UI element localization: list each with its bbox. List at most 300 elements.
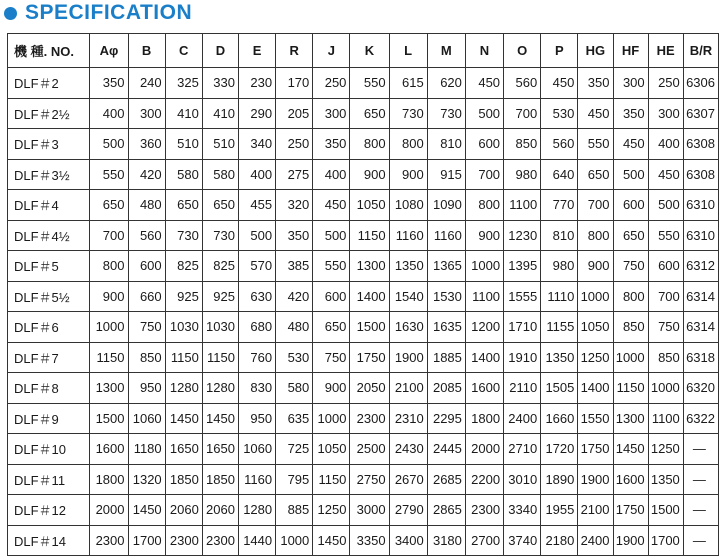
value-cell: 350 bbox=[276, 220, 313, 251]
value-cell: 300 bbox=[648, 98, 683, 129]
value-cell: 205 bbox=[276, 98, 313, 129]
bullet-icon bbox=[4, 7, 17, 20]
model-cell: DLF＃8 bbox=[8, 373, 90, 404]
value-cell: 600 bbox=[648, 251, 683, 282]
value-cell: 1450 bbox=[613, 434, 648, 465]
value-cell: 900 bbox=[389, 159, 427, 190]
value-cell: 500 bbox=[465, 98, 503, 129]
value-cell: 6307 bbox=[683, 98, 718, 129]
value-cell: 500 bbox=[90, 129, 128, 160]
model-cell: DLF＃12 bbox=[8, 495, 90, 526]
table-row bbox=[8, 68, 719, 99]
value-cell: 400 bbox=[313, 159, 350, 190]
value-cell: 1250 bbox=[313, 495, 350, 526]
column-header: J bbox=[313, 34, 350, 68]
value-cell: 1600 bbox=[90, 434, 128, 465]
value-cell: 1450 bbox=[165, 403, 202, 434]
value-cell: 1450 bbox=[128, 495, 165, 526]
value-cell: 300 bbox=[613, 68, 648, 99]
value-cell: 3000 bbox=[350, 495, 389, 526]
value-cell: 275 bbox=[276, 159, 313, 190]
value-cell: 1280 bbox=[202, 373, 238, 404]
value-cell: 1000 bbox=[313, 403, 350, 434]
table-row bbox=[8, 251, 719, 282]
value-cell: 600 bbox=[128, 251, 165, 282]
value-cell: 1500 bbox=[90, 403, 128, 434]
value-cell: 450 bbox=[648, 159, 683, 190]
table-row bbox=[8, 281, 719, 312]
value-cell: 6320 bbox=[683, 373, 718, 404]
value-cell: 1090 bbox=[427, 190, 465, 221]
value-cell: 1710 bbox=[504, 312, 541, 343]
value-cell: 1650 bbox=[165, 434, 202, 465]
value-cell: 2100 bbox=[578, 495, 613, 526]
value-cell: 2060 bbox=[165, 495, 202, 526]
value-cell: 700 bbox=[648, 281, 683, 312]
value-cell: 1150 bbox=[313, 464, 350, 495]
value-cell: 1300 bbox=[613, 403, 648, 434]
value-cell: 640 bbox=[541, 159, 578, 190]
value-cell: 1100 bbox=[504, 190, 541, 221]
value-cell: 1450 bbox=[202, 403, 238, 434]
model-cell: DLF＃7 bbox=[8, 342, 90, 373]
value-cell: 1050 bbox=[578, 312, 613, 343]
value-cell: 700 bbox=[465, 159, 503, 190]
value-cell: — bbox=[683, 464, 718, 495]
table-header bbox=[8, 34, 719, 68]
value-cell: 2000 bbox=[465, 434, 503, 465]
value-cell: 550 bbox=[313, 251, 350, 282]
value-cell: — bbox=[683, 525, 718, 556]
value-cell: 1150 bbox=[202, 342, 238, 373]
value-cell: 2710 bbox=[504, 434, 541, 465]
column-header: B bbox=[128, 34, 165, 68]
value-cell: 1000 bbox=[578, 281, 613, 312]
value-cell: 825 bbox=[165, 251, 202, 282]
value-cell: 830 bbox=[238, 373, 275, 404]
value-cell: 600 bbox=[313, 281, 350, 312]
value-cell: 650 bbox=[578, 159, 613, 190]
value-cell: 530 bbox=[276, 342, 313, 373]
value-cell: 825 bbox=[202, 251, 238, 282]
value-cell: 1350 bbox=[541, 342, 578, 373]
value-cell: 680 bbox=[238, 312, 275, 343]
value-cell: 650 bbox=[350, 98, 389, 129]
value-cell: 900 bbox=[90, 281, 128, 312]
value-cell: 1050 bbox=[313, 434, 350, 465]
value-cell: 1700 bbox=[648, 525, 683, 556]
value-cell: 980 bbox=[541, 251, 578, 282]
value-cell: 570 bbox=[238, 251, 275, 282]
value-cell: 580 bbox=[276, 373, 313, 404]
page-header bbox=[4, 0, 192, 26]
value-cell: 6306 bbox=[683, 68, 718, 99]
value-cell: 1280 bbox=[238, 495, 275, 526]
value-cell: 770 bbox=[541, 190, 578, 221]
value-cell: 800 bbox=[90, 251, 128, 282]
value-cell: 450 bbox=[613, 129, 648, 160]
column-header: O bbox=[504, 34, 541, 68]
value-cell: 1230 bbox=[504, 220, 541, 251]
value-cell: 925 bbox=[165, 281, 202, 312]
value-cell: 750 bbox=[613, 251, 648, 282]
value-cell: 2865 bbox=[427, 495, 465, 526]
value-cell: 730 bbox=[389, 98, 427, 129]
value-cell: 1850 bbox=[202, 464, 238, 495]
value-cell: 1300 bbox=[350, 251, 389, 282]
value-cell: 750 bbox=[313, 342, 350, 373]
value-cell: 630 bbox=[238, 281, 275, 312]
value-cell: 1350 bbox=[389, 251, 427, 282]
value-cell: 2060 bbox=[202, 495, 238, 526]
value-cell: 1000 bbox=[465, 251, 503, 282]
value-cell: 1000 bbox=[90, 312, 128, 343]
column-header: Aφ bbox=[90, 34, 128, 68]
value-cell: 2790 bbox=[389, 495, 427, 526]
value-cell: 1100 bbox=[648, 403, 683, 434]
table-row bbox=[8, 373, 719, 404]
value-cell: 510 bbox=[165, 129, 202, 160]
value-cell: 650 bbox=[90, 190, 128, 221]
model-cell: DLF＃14 bbox=[8, 525, 90, 556]
model-cell: DLF＃5½ bbox=[8, 281, 90, 312]
value-cell: 250 bbox=[313, 68, 350, 99]
value-cell: 2300 bbox=[165, 525, 202, 556]
value-cell: 2310 bbox=[389, 403, 427, 434]
value-cell: 800 bbox=[350, 129, 389, 160]
value-cell: 6314 bbox=[683, 312, 718, 343]
value-cell: 450 bbox=[313, 190, 350, 221]
value-cell: — bbox=[683, 434, 718, 465]
value-cell: 1080 bbox=[389, 190, 427, 221]
value-cell: 240 bbox=[128, 68, 165, 99]
value-cell: 900 bbox=[465, 220, 503, 251]
value-cell: 900 bbox=[578, 251, 613, 282]
column-header: B/R bbox=[683, 34, 718, 68]
value-cell: 1320 bbox=[128, 464, 165, 495]
value-cell: 450 bbox=[541, 68, 578, 99]
value-cell: 600 bbox=[465, 129, 503, 160]
table-row bbox=[8, 403, 719, 434]
value-cell: 2050 bbox=[350, 373, 389, 404]
value-cell: 400 bbox=[238, 159, 275, 190]
value-cell: 420 bbox=[128, 159, 165, 190]
model-cell: DLF＃3 bbox=[8, 129, 90, 160]
column-header: R bbox=[276, 34, 313, 68]
value-cell: 1160 bbox=[427, 220, 465, 251]
value-cell: 2500 bbox=[350, 434, 389, 465]
value-cell: 2685 bbox=[427, 464, 465, 495]
table-row bbox=[8, 98, 719, 129]
value-cell: 700 bbox=[90, 220, 128, 251]
value-cell: 700 bbox=[578, 190, 613, 221]
column-header: C bbox=[165, 34, 202, 68]
value-cell: 550 bbox=[350, 68, 389, 99]
value-cell: 2700 bbox=[465, 525, 503, 556]
table-row bbox=[8, 129, 719, 160]
value-cell: 2300 bbox=[90, 525, 128, 556]
value-cell: 925 bbox=[202, 281, 238, 312]
table-row bbox=[8, 495, 719, 526]
value-cell: 650 bbox=[202, 190, 238, 221]
value-cell: 795 bbox=[276, 464, 313, 495]
value-cell: 1160 bbox=[238, 464, 275, 495]
value-cell: 6310 bbox=[683, 220, 718, 251]
value-cell: 6308 bbox=[683, 129, 718, 160]
value-cell: 480 bbox=[276, 312, 313, 343]
value-cell: 1395 bbox=[504, 251, 541, 282]
model-cell: DLF＃11 bbox=[8, 464, 90, 495]
value-cell: 1635 bbox=[427, 312, 465, 343]
value-cell: 2110 bbox=[504, 373, 541, 404]
model-cell: DLF＃2½ bbox=[8, 98, 90, 129]
column-header: K bbox=[350, 34, 389, 68]
value-cell: 1400 bbox=[350, 281, 389, 312]
value-cell: 3340 bbox=[504, 495, 541, 526]
value-cell: 2000 bbox=[90, 495, 128, 526]
value-cell: 1150 bbox=[350, 220, 389, 251]
value-cell: 3740 bbox=[504, 525, 541, 556]
value-cell: 6308 bbox=[683, 159, 718, 190]
value-cell: 1650 bbox=[202, 434, 238, 465]
value-cell: 900 bbox=[350, 159, 389, 190]
value-cell: 1540 bbox=[389, 281, 427, 312]
value-cell: 1350 bbox=[648, 464, 683, 495]
value-cell: 1550 bbox=[578, 403, 613, 434]
value-cell: 1955 bbox=[541, 495, 578, 526]
value-cell: 1155 bbox=[541, 312, 578, 343]
value-cell: 400 bbox=[90, 98, 128, 129]
value-cell: 500 bbox=[313, 220, 350, 251]
value-cell: 250 bbox=[276, 129, 313, 160]
value-cell: 730 bbox=[202, 220, 238, 251]
value-cell: 1750 bbox=[350, 342, 389, 373]
header-row bbox=[8, 34, 719, 68]
value-cell: 1250 bbox=[648, 434, 683, 465]
value-cell: 980 bbox=[504, 159, 541, 190]
value-cell: 730 bbox=[165, 220, 202, 251]
column-header: L bbox=[389, 34, 427, 68]
value-cell: 420 bbox=[276, 281, 313, 312]
model-cell: DLF＃4½ bbox=[8, 220, 90, 251]
model-cell: DLF＃9 bbox=[8, 403, 90, 434]
value-cell: 6322 bbox=[683, 403, 718, 434]
value-cell: 1800 bbox=[90, 464, 128, 495]
value-cell: 300 bbox=[128, 98, 165, 129]
value-cell: 2430 bbox=[389, 434, 427, 465]
value-cell: 730 bbox=[427, 98, 465, 129]
value-cell: 700 bbox=[504, 98, 541, 129]
value-cell: 1000 bbox=[613, 342, 648, 373]
value-cell: 1750 bbox=[578, 434, 613, 465]
value-cell: 6310 bbox=[683, 190, 718, 221]
value-cell: 2400 bbox=[578, 525, 613, 556]
value-cell: 650 bbox=[313, 312, 350, 343]
table-row bbox=[8, 342, 719, 373]
value-cell: 635 bbox=[276, 403, 313, 434]
value-cell: 850 bbox=[648, 342, 683, 373]
value-cell: 1110 bbox=[541, 281, 578, 312]
value-cell: 580 bbox=[165, 159, 202, 190]
page-title: SPECIFICATION bbox=[25, 1, 193, 24]
value-cell: 560 bbox=[541, 129, 578, 160]
value-cell: 2400 bbox=[504, 403, 541, 434]
value-cell: 325 bbox=[165, 68, 202, 99]
value-cell: 550 bbox=[90, 159, 128, 190]
value-cell: 1000 bbox=[276, 525, 313, 556]
value-cell: 510 bbox=[202, 129, 238, 160]
value-cell: 2085 bbox=[427, 373, 465, 404]
value-cell: 1800 bbox=[465, 403, 503, 434]
model-cell: DLF＃3½ bbox=[8, 159, 90, 190]
value-cell: 1160 bbox=[389, 220, 427, 251]
value-cell: 560 bbox=[504, 68, 541, 99]
value-cell: 725 bbox=[276, 434, 313, 465]
value-cell: 1850 bbox=[165, 464, 202, 495]
value-cell: 320 bbox=[276, 190, 313, 221]
table-row bbox=[8, 312, 719, 343]
value-cell: 1500 bbox=[648, 495, 683, 526]
value-cell: 1060 bbox=[128, 403, 165, 434]
value-cell: 2300 bbox=[350, 403, 389, 434]
value-cell: 580 bbox=[202, 159, 238, 190]
value-cell: 1280 bbox=[165, 373, 202, 404]
value-cell: 885 bbox=[276, 495, 313, 526]
value-cell: 250 bbox=[648, 68, 683, 99]
column-header: N bbox=[465, 34, 503, 68]
value-cell: 600 bbox=[613, 190, 648, 221]
value-cell: 1600 bbox=[465, 373, 503, 404]
value-cell: 650 bbox=[613, 220, 648, 251]
value-cell: 1100 bbox=[465, 281, 503, 312]
value-cell: 915 bbox=[427, 159, 465, 190]
value-cell: 340 bbox=[238, 129, 275, 160]
value-cell: 1530 bbox=[427, 281, 465, 312]
value-cell: 3350 bbox=[350, 525, 389, 556]
column-header: HE bbox=[648, 34, 683, 68]
value-cell: 950 bbox=[128, 373, 165, 404]
value-cell: 800 bbox=[613, 281, 648, 312]
value-cell: 750 bbox=[128, 312, 165, 343]
table-row bbox=[8, 159, 719, 190]
column-header-model: 機 種. NO. bbox=[8, 34, 90, 68]
value-cell: 455 bbox=[238, 190, 275, 221]
value-cell: 1555 bbox=[504, 281, 541, 312]
value-cell: 1150 bbox=[613, 373, 648, 404]
value-cell: 500 bbox=[648, 190, 683, 221]
value-cell: 290 bbox=[238, 98, 275, 129]
value-cell: 1630 bbox=[389, 312, 427, 343]
value-cell: 1890 bbox=[541, 464, 578, 495]
value-cell: 530 bbox=[541, 98, 578, 129]
value-cell: — bbox=[683, 495, 718, 526]
model-cell: DLF＃6 bbox=[8, 312, 90, 343]
value-cell: 1365 bbox=[427, 251, 465, 282]
value-cell: 800 bbox=[389, 129, 427, 160]
value-cell: 1150 bbox=[165, 342, 202, 373]
value-cell: 170 bbox=[276, 68, 313, 99]
value-cell: 2200 bbox=[465, 464, 503, 495]
value-cell: 810 bbox=[541, 220, 578, 251]
value-cell: 750 bbox=[648, 312, 683, 343]
value-cell: 800 bbox=[578, 220, 613, 251]
model-cell: DLF＃2 bbox=[8, 68, 90, 99]
model-cell: DLF＃10 bbox=[8, 434, 90, 465]
value-cell: 550 bbox=[648, 220, 683, 251]
value-cell: 1600 bbox=[613, 464, 648, 495]
value-cell: 650 bbox=[165, 190, 202, 221]
value-cell: 3400 bbox=[389, 525, 427, 556]
value-cell: 615 bbox=[389, 68, 427, 99]
value-cell: 2670 bbox=[389, 464, 427, 495]
column-header: M bbox=[427, 34, 465, 68]
value-cell: 1060 bbox=[238, 434, 275, 465]
value-cell: 2445 bbox=[427, 434, 465, 465]
value-cell: 1150 bbox=[90, 342, 128, 373]
value-cell: 1910 bbox=[504, 342, 541, 373]
column-header: HF bbox=[613, 34, 648, 68]
table-row bbox=[8, 220, 719, 251]
column-header: P bbox=[541, 34, 578, 68]
value-cell: 2100 bbox=[389, 373, 427, 404]
value-cell: 950 bbox=[238, 403, 275, 434]
value-cell: 900 bbox=[313, 373, 350, 404]
value-cell: 350 bbox=[578, 68, 613, 99]
value-cell: 230 bbox=[238, 68, 275, 99]
column-header: E bbox=[238, 34, 275, 68]
table-row bbox=[8, 434, 719, 465]
value-cell: 450 bbox=[465, 68, 503, 99]
value-cell: 1500 bbox=[350, 312, 389, 343]
value-cell: 1300 bbox=[90, 373, 128, 404]
value-cell: 1720 bbox=[541, 434, 578, 465]
value-cell: 760 bbox=[238, 342, 275, 373]
value-cell: 1050 bbox=[350, 190, 389, 221]
value-cell: 350 bbox=[613, 98, 648, 129]
value-cell: 1750 bbox=[613, 495, 648, 526]
value-cell: 350 bbox=[313, 129, 350, 160]
value-cell: 1505 bbox=[541, 373, 578, 404]
value-cell: 6318 bbox=[683, 342, 718, 373]
value-cell: 2750 bbox=[350, 464, 389, 495]
value-cell: 3180 bbox=[427, 525, 465, 556]
value-cell: 1400 bbox=[578, 373, 613, 404]
value-cell: 1180 bbox=[128, 434, 165, 465]
value-cell: 560 bbox=[128, 220, 165, 251]
value-cell: 1900 bbox=[389, 342, 427, 373]
model-cell: DLF＃4 bbox=[8, 190, 90, 221]
value-cell: 385 bbox=[276, 251, 313, 282]
value-cell: 1900 bbox=[578, 464, 613, 495]
value-cell: 850 bbox=[504, 129, 541, 160]
value-cell: 2295 bbox=[427, 403, 465, 434]
value-cell: 400 bbox=[648, 129, 683, 160]
value-cell: 6312 bbox=[683, 251, 718, 282]
value-cell: 350 bbox=[90, 68, 128, 99]
table-row bbox=[8, 464, 719, 495]
value-cell: 1700 bbox=[128, 525, 165, 556]
value-cell: 450 bbox=[578, 98, 613, 129]
specification-table bbox=[7, 33, 719, 556]
value-cell: 800 bbox=[465, 190, 503, 221]
value-cell: 1030 bbox=[202, 312, 238, 343]
column-header: HG bbox=[578, 34, 613, 68]
value-cell: 620 bbox=[427, 68, 465, 99]
value-cell: 3010 bbox=[504, 464, 541, 495]
value-cell: 500 bbox=[613, 159, 648, 190]
value-cell: 1900 bbox=[613, 525, 648, 556]
value-cell: 6314 bbox=[683, 281, 718, 312]
